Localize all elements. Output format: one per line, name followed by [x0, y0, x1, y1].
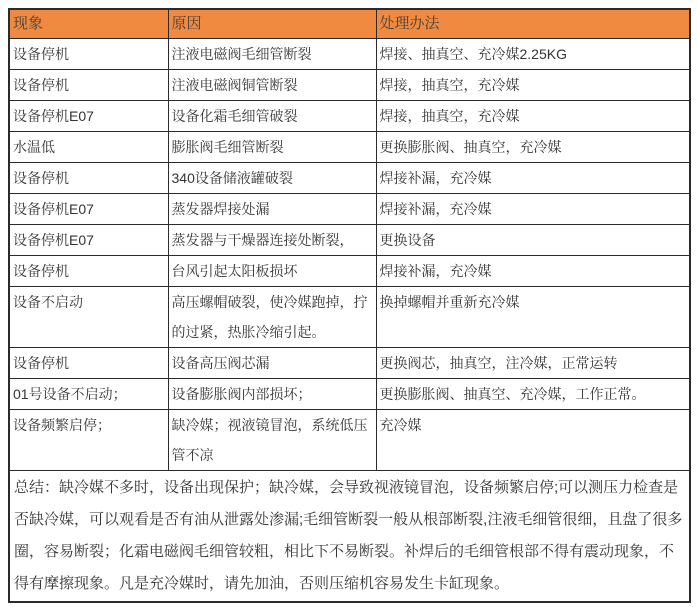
table-row — [9, 70, 690, 101]
cell-treatment: 焊接、抽真空、充冷媒2.25KG — [376, 39, 690, 70]
cell-cause: 设备膨胀阀内部损坏； — [168, 379, 376, 410]
table-row — [9, 410, 690, 471]
cell-cause: 注液电磁阀毛细管断裂 — [168, 39, 376, 70]
cell-phenomenon: 设备停机 — [9, 70, 168, 101]
column-header-cause: 原因 — [168, 9, 376, 39]
table-row — [9, 348, 690, 379]
cell-phenomenon: 设备停机E07 — [9, 194, 168, 225]
cell-treatment: 焊接补漏，充冷媒 — [376, 194, 690, 225]
cell-cause: 缺冷媒；视液镜冒泡，系统低压管不凉 — [168, 410, 376, 471]
cell-cause: 台风引起太阳板损坏 — [168, 256, 376, 287]
cell-cause: 蒸发器焊接处漏 — [168, 194, 376, 225]
cell-cause: 设备高压阀芯漏 — [168, 348, 376, 379]
cell-treatment: 焊接补漏，充冷媒 — [376, 163, 690, 194]
table-row — [9, 379, 690, 410]
cell-phenomenon: 设备停机 — [9, 39, 168, 70]
table-row — [9, 256, 690, 287]
summary-text: 总结：缺冷媒不多时，设备出现保护；缺冷媒，会导致视液镜冒泡，设备频繁启停;可以测压力检查是否缺冷媒，可以观看是否有油从泄露处渗漏;毛细管断裂一般从根部断裂,注液毛细管很细，且盘了很多圈，容易断裂；化霜电磁阀毛细管较粗，相比下不易断裂。补焊后的毛细管根部不得有震动现象，不得有摩擦现象。凡是充冷媒时，请先加油，否则压缩机容易发生卡缸现象。 — [9, 471, 690, 603]
table-row — [9, 163, 690, 194]
cell-cause: 340设备储液罐破裂 — [168, 163, 376, 194]
cell-treatment: 更换膨胀阀、抽真空、充冷媒，工作正常。 — [376, 379, 690, 410]
cell-cause: 设备化霜毛细管破裂 — [168, 101, 376, 132]
cell-cause: 膨胀阀毛细管断裂 — [168, 132, 376, 163]
table-row — [9, 39, 690, 70]
column-header-treatment: 处理办法 — [376, 9, 690, 39]
header-row — [9, 9, 690, 39]
cell-treatment: 焊接，抽真空，充冷媒 — [376, 101, 690, 132]
cell-phenomenon: 01号设备不启动； — [9, 379, 168, 410]
cell-cause: 注液电磁阀铜管断裂 — [168, 70, 376, 101]
summary-row — [9, 471, 690, 603]
table-row — [9, 132, 690, 163]
cell-treatment: 焊接补漏，充冷媒 — [376, 256, 690, 287]
cell-treatment: 换掉螺帽并重新充冷媒 — [376, 287, 690, 348]
cell-phenomenon: 设备停机E07 — [9, 101, 168, 132]
column-header-phenomenon: 现象 — [9, 9, 168, 39]
cell-phenomenon: 水温低 — [9, 132, 168, 163]
cell-treatment: 更换阀芯，抽真空，注冷媒，正常运转 — [376, 348, 690, 379]
cell-cause: 高压螺帽破裂，使冷媒跑掉，拧的过紧，热胀冷缩引起。 — [168, 287, 376, 348]
fault-diagnosis-table — [8, 8, 691, 603]
cell-treatment: 更换设备 — [376, 225, 690, 256]
cell-phenomenon: 设备频繁启停； — [9, 410, 168, 471]
cell-phenomenon: 设备停机 — [9, 348, 168, 379]
cell-treatment: 更换膨胀阀、抽真空，充冷媒 — [376, 132, 690, 163]
cell-phenomenon: 设备不启动 — [9, 287, 168, 348]
table-row — [9, 101, 690, 132]
table-row — [9, 287, 690, 348]
cell-phenomenon: 设备停机 — [9, 256, 168, 287]
table-row — [9, 194, 690, 225]
table-row — [9, 225, 690, 256]
cell-cause: 蒸发器与干燥器连接处断裂， — [168, 225, 376, 256]
cell-phenomenon: 设备停机E07 — [9, 225, 168, 256]
cell-treatment: 焊接，抽真空，充冷媒 — [376, 70, 690, 101]
cell-phenomenon: 设备停机 — [9, 163, 168, 194]
cell-treatment: 充冷媒 — [376, 410, 690, 471]
